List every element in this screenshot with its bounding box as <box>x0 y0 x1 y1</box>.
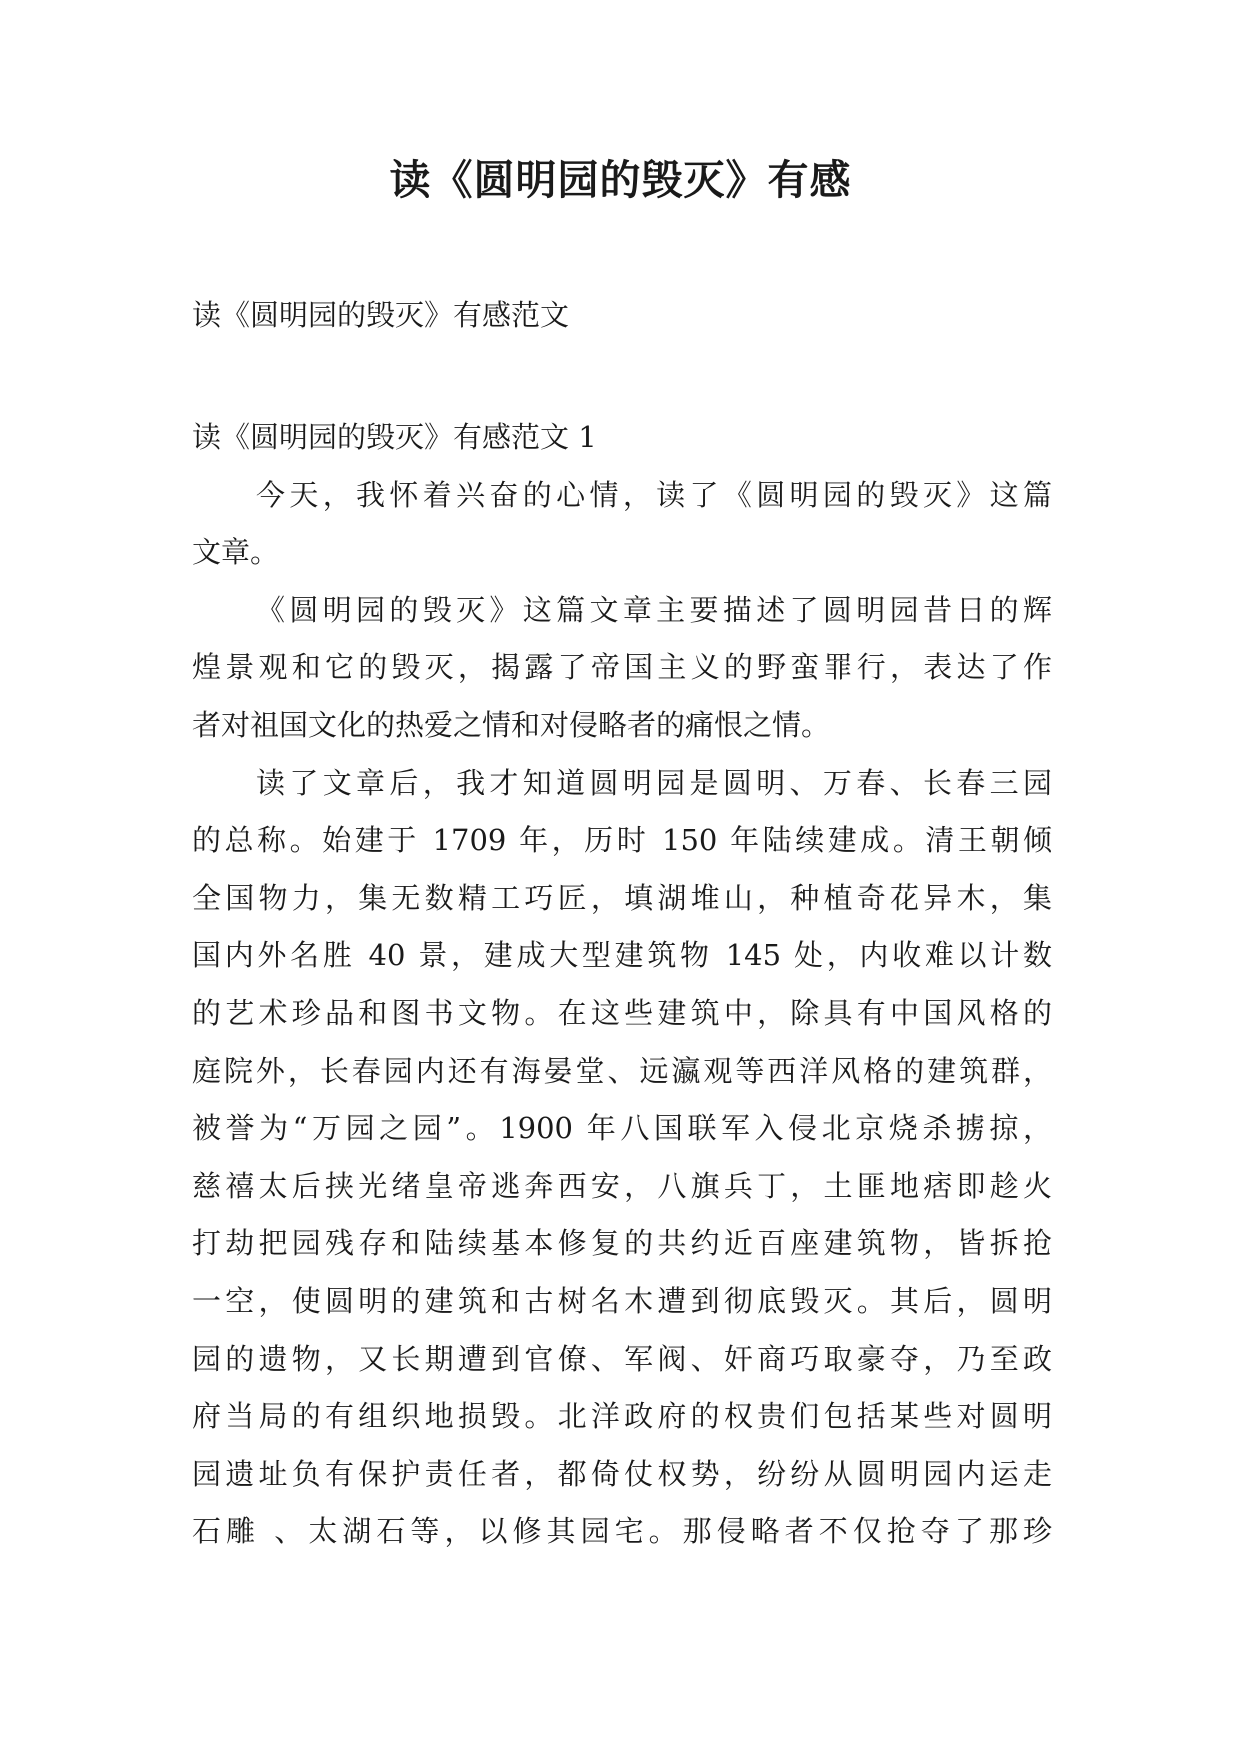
text-line: 园遗址负有保护责任者，都倚仗权势，纷纷从圆明园内运走 <box>192 1456 1052 1491</box>
text-line: 庭院外，长春园内还有海晏堂、远瀛观等西洋风格的建筑群， <box>192 1053 1052 1088</box>
text-line: 慈禧太后挟光绪皇帝逃奔西安，八旗兵丁，土匪地痞即趁火 <box>192 1168 1052 1203</box>
text-line: 园的遗物，又长期遭到官僚、军阀、奸商巧取豪夺，乃至政 <box>192 1341 1052 1376</box>
text-line: 的艺术珍品和图书文物。在这些建筑中，除具有中国风格的 <box>192 995 1052 1030</box>
text-line: 一空，使圆明的建筑和古树名木遭到彻底毁灭。其后，圆明 <box>192 1283 1052 1318</box>
text-line: 被誉为“万园之园”。1900 年八国联军入侵北京烧杀掳掠， <box>192 1111 1052 1146</box>
document-body <box>192 409 1052 1561</box>
document-title: 读《圆明园的毁灭》有感 <box>389 156 852 204</box>
text-line: 国内外名胜 40 景，建成大型建筑物 145 处，内收难以计数 <box>192 938 1052 973</box>
document-subtitle: 读《圆明园的毁灭》有感范文 <box>192 298 570 332</box>
text-line: 石雕 、太湖石等，以修其园宅。那侵略者不仅抢夺了那珍 <box>192 1514 1052 1549</box>
text-line: 煌景观和它的毁灭，揭露了帝国主义的野蛮罪行，表达了作 <box>192 650 1052 685</box>
text-line: 的总称。始建于 1709 年，历时 150 年陆续建成。清王朝倾 <box>192 823 1052 858</box>
text-line: 府当局的有组织地损毁。北洋政府的权贵们包括某些对圆明 <box>192 1399 1052 1434</box>
text-line: 者对祖国文化的热爱之情和对侵略者的痛恨之情。 <box>192 707 831 742</box>
text-line: 全国物力，集无数精工巧匠，填湖堆山，种植奇花异木，集 <box>192 880 1052 915</box>
text-line: 文章。 <box>192 535 280 570</box>
text-line: 《圆明园的毁灭》这篇文章主要描述了圆明园昔日的辉 <box>256 592 1052 627</box>
text-line: 读了文章后，我才知道圆明园是圆明、万春、长春三园 <box>256 765 1052 800</box>
text-line: 读《圆明园的毁灭》有感范文 1 <box>192 420 597 454</box>
text-line: 打劫把园残存和陆续基本修复的共约近百座建筑物，皆拆抢 <box>192 1226 1052 1261</box>
text-line: 今天，我怀着兴奋的心情，读了《圆明园的毁灭》这篇 <box>256 477 1052 512</box>
